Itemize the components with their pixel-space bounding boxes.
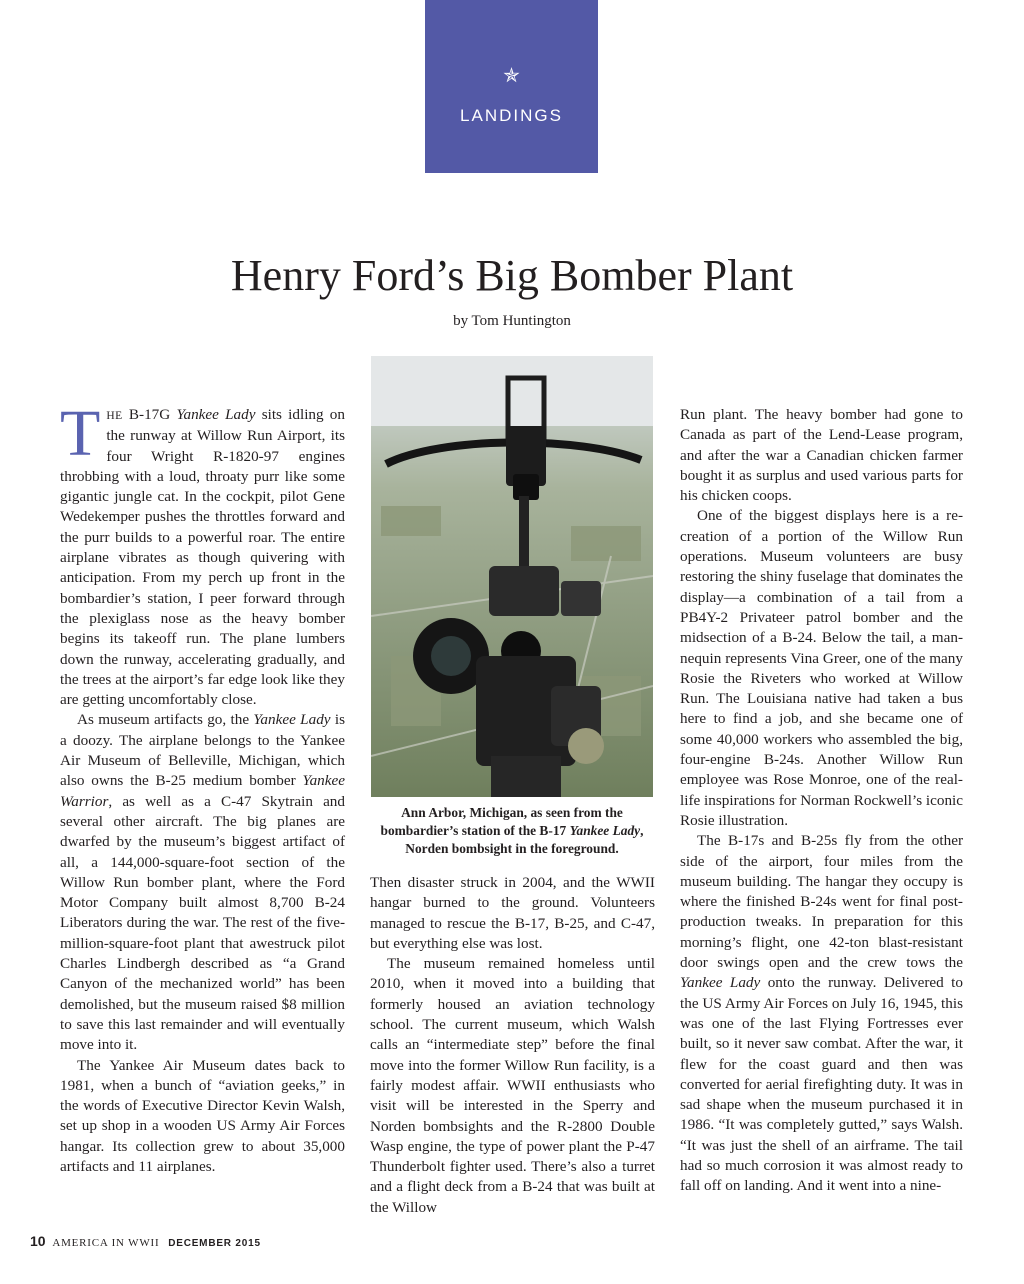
column-3 [680, 405, 963, 1197]
paragraph: Then disaster struck in 2004, and the WWII hangar burned to the ground. Volunteers managed to rescue the B-17, B-25, and C-47, but everything else was lost. [370, 874, 655, 952]
text-run: sits idling on the runway at Willow Run Airport, its four Wright R-1820-97 engines throbbing with a loud, throaty purr like some gigantic jungle cat. In the cockpit, pilot Gene Wedekemper pushes the throttles forward and the purr builds to a powerful roar. The entire airplane vibrates as though quivering with anticipation. From my perch up front in the bombardier’s station, I peer forward through the plexiglass nose as the heavy bomber begins its takeoff run. The plane lumbers down the runway, accelerating gradually, and the trees at the airport’s far edge look like they are getting uncomfortably close. [60, 406, 345, 709]
paragraph: Run plant. The heavy bomber had gone to Canada as part of the Lend-Lease program, and after the war a Canadian chicken farmer bought it as surplus and used various parts for his chicken coops. [680, 406, 963, 505]
paragraph: The museum remained homeless until 2010, when it moved into a building that formerly housed an aviation technology school. The current museum, which Walsh calls an “intermediate step” before the final move into the former Willow Run facility, is a fairly modest affair. WWII enthusiasts who visit will be interested in the Sperry and Norden bombsights and the R-2800 Double Wasp engine, the type of power plant the P-47 Thunderbolt fighter used. There’s also a turret and a flight deck from a B-24 that was built at the Willow [370, 955, 655, 1216]
text-run: The B-17s and B-25s fly from the other side of the airport, four miles from the museum building. The hangar they occupy is where the finished B-24s went for final post-production tweaks. In preparation for this morning’s flight, one 42-ton blast-resistant door swings open and the crew tows the [680, 832, 963, 972]
caption-text: Ann Arbor, Michigan, as seen from the bombardier’s station of the B-17 [380, 805, 623, 838]
italic-title: Yankee Warrior [60, 772, 345, 810]
italic-title: Yankee Lady [176, 406, 256, 423]
article-title: Henry Ford’s Big Bomber Plant [230, 251, 794, 300]
text-run: B-17G [122, 406, 177, 423]
column-1 [60, 397, 345, 1177]
text-run: , as well as a C-47 Skytrain and several other aircraft. The big planes are dwarfed by the museum’s biggest artifact of all, a 144,000-square-foot section of the Willow Run bomber plant, where the Ford Motor Company built almost 8,700 B-24 Liberators during the war. The rest of the five-million-square-foot plant that awestruck pilot Charles Lindbergh described as “a Grand Canyon of the mechanized world” has been demolished, but the museum raised $8 million to save this last remainder and will eventually move into it. [60, 792, 345, 1054]
paragraph: The Yankee Air Museum dates back to 1981, when a bunch of “aviation geeks,” in the words of Executive Director Kevin Walsh, set up shop in a wooden US Army Air Forces hangar. Its collection grew to about 35,000 artifacts and 11 airplanes. [60, 1056, 345, 1175]
magazine-name: AMERICA IN WWII [52, 1237, 160, 1249]
caption-italic: Yankee Lady [569, 823, 641, 838]
lead-small-caps: HE [106, 410, 123, 422]
paragraph [60, 397, 345, 710]
italic-title: Yankee Lady [680, 974, 761, 992]
drop-cap: T [60, 397, 101, 470]
byline: by Tom Huntington [453, 313, 571, 329]
paragraph: One of the biggest displays here is a recreation of a portion of the Willow Run operations. Museum volunteers are busy restoring the shiny fuselage that dominates the display—a combination of a tail from a PB4Y-2 Privateer patrol bomber and the midsection of a B-24. Below the tail, a mannequin represents Vina Greer, one of the many Rosie the Riveters who worked at Willow Run. The Louisiana native had taken a bus here to find a job, and she became one of some 40,000 workers who assembled the big, four-engine B-24s. Another Willow Run employee was Rose Monroe, one of the real-life inspirations for Norman Rockwell’s iconic Rosie illustration. [680, 507, 964, 829]
section-label: LANDINGS [460, 106, 563, 125]
star-icon: ✯ [503, 65, 520, 87]
text-run: onto the runway. Delivered to the US Army Air Forces on July 16, 1945, this was one of the last Flying Fortresses ever built, so it never saw combat. After the war, it flew for the coast guard and then was converted for aerial firefighting duty. It was in sad shape when the museum purchased it in 1986. “It was completely gutted,” says Walsh. “It was just the shell of an airframe. The tail had so much corrosion it was almost ready to fall off on landing. And it went into a nine- [680, 974, 963, 1195]
page-number: 10 [30, 1233, 46, 1249]
issue-date: DECEMBER 2015 [168, 1238, 261, 1249]
text-run: is a doozy. The airplane belongs to the Yankee Air Museum of Belleville, Michigan, which also owns the B-25 medium bomber [60, 711, 345, 790]
column-2 [370, 873, 655, 1218]
bombsight-photo [371, 356, 653, 797]
italic-title: Yankee Lady [253, 711, 331, 729]
page-footer [30, 1234, 261, 1251]
photo-caption [366, 804, 658, 858]
paragraph [680, 831, 963, 1196]
caption-text: , Norden bombsight in the foreground. [405, 823, 644, 856]
section-banner [425, 0, 598, 173]
text-run: As museum artifacts go, the [77, 711, 254, 729]
paragraph [60, 710, 345, 1055]
